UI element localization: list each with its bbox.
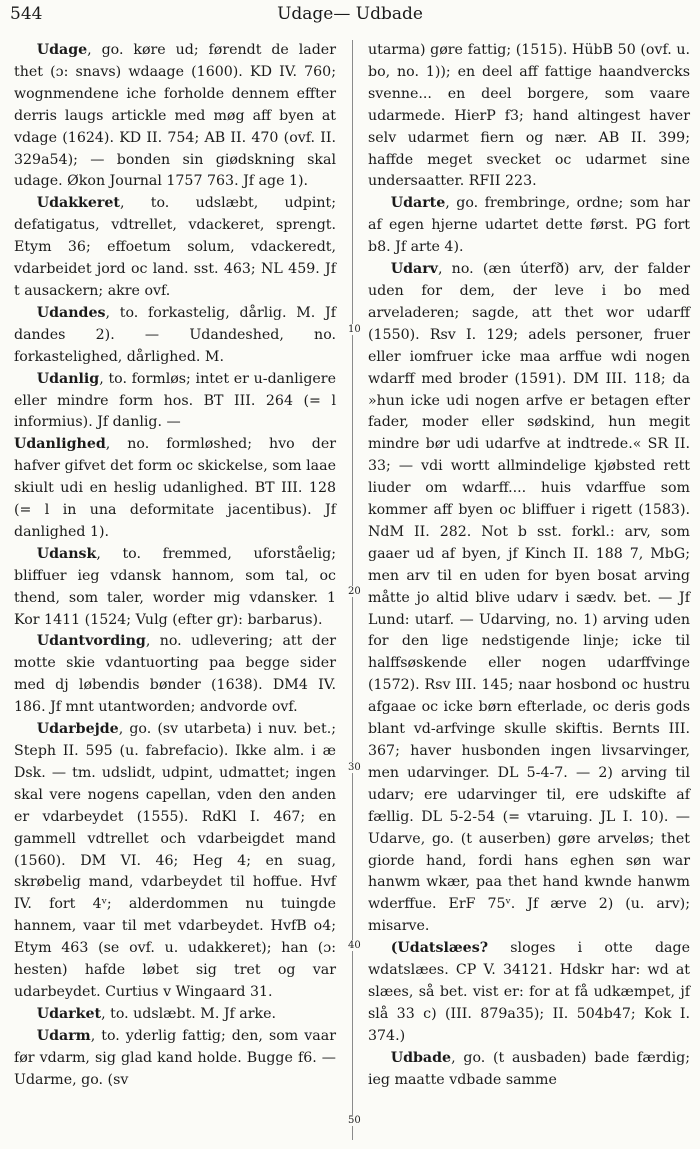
dictionary-entry [14,544,336,632]
dictionary-entry [368,40,690,193]
page-number: 544 [10,4,43,24]
dictionary-entry [14,434,336,544]
line-number: 50 [348,1115,361,1126]
page-header [0,0,700,34]
entry-body: , no. udlevering; att der motte skie vdantuorting paa begge sider med dj løbendis bønder (1638). DM4 IV. 186. Jf mnt utantworden; andvorde ovf. [14,633,336,716]
headword: Udanlighed [14,436,106,453]
dictionary-entry [14,40,336,193]
headword: Udarv [390,261,438,278]
headword: Udage [36,42,88,58]
dictionary-entry [368,1048,690,1092]
line-number: 20 [348,586,361,597]
dictionary-entry [14,1004,336,1026]
headword: Udakkeret [36,195,120,212]
headword: Udarbejde [36,721,119,738]
entry-body: , go. (sv utarbeta) i nuv. bet.; Steph II. 595 (u. fabrefacio). Ikke alm. i æ Dsk. — tm. udslidt, udpint, udmattet; ingen skal vere nogens capellan, vden den anden er vdarbeydet (1555). RdKl I. 467; en gammell vdtrellet och vdarbeigdet mand (1560). DM VI. 46; Heg 4; en suag, skrøbelig mand, vdarbeydet til hoffue. Hvf IV. fort 4ᵛ; alderdommen nu tuingde hannem, vaar til met vdarbeydet. HvfB o4; Etym 463 (se ovf. u. udakkeret); han (ɔ: hesten) hafde løbet sig tret og var udarbeydet. Curtius v Wingaard 31. [14,721,336,1000]
dictionary-entry [14,193,336,303]
right-column [368,40,690,1092]
headword: Udarm [36,1027,91,1044]
entry-body: , go. køre ud; førendt de lader thet (ɔ: snavs) wdaage (1600). KD IV. 760; wognmendene iche forholde dennem effter derris laugs artickle med møg aff byen at vdage (1624). KD II. 754; AB II. 470 (ovf. II. 329a54); — bonden sin giødskning skal udage. Økon Journal 1757 763. Jf age 1). [14,42,336,190]
headword: Udarte [390,195,446,212]
entry-body: , no. formløshed; hvo der hafver gifvet det form oc skickelse, som laae skiult udi en heslig udanlighed. BT III. 128 (= l in una deformitate jacentibus). Jf danlighed 1). [14,436,336,540]
headword: Udandes [36,304,106,321]
entry-body: , to. udslæbt, udpint; defatigatus, vdtrellet, vdackeret, sprengt. Etym 36; effoetum solum, vdackeredt, vdarbeidet jord oc land. sst. 463; NL 459. Jf t ausackern; akre ovf. [14,195,336,299]
headword: (Udatslæes? [390,940,489,957]
running-head: Udage— Udbade [277,4,423,24]
entry-body: , no. (æn úterfð) arv, der falder uden for dem, der leve i bo med arveladeren; sagde, att thet wor udarff (1550). Rsv I. 129; adels personer, fruer eller iomfruer icke maa arffue wdi nogen wdarff med broder (1591). DM III. 118; da »hun icke udi nogen arfve er betagen efter fader, moder eller sødskind, hun megit mindre bør udi udarfve at indtrede.« SR II. 33; — vdi wortt allmindelige kjøbsted rett liuder om wdarff.... huis vdarffue som kommer aff byen oc bliffuer i rigett (1583). NdM II. 282. Not b sst. forkl.: arv, som gaaer ud af byen, jf Kinch II. 188 7, MbG; men arv til en uden for byen bosat arving måtte jo altid blive udarv i sædv. bet. — Jf Lund: utarf. — Udarving, no. 1) arving uden for den lige nedstigende linje; icke til halffsøskende eller nogen udarffvinge (1572). Rsv III. 145; naar hosbond oc hustru afgaae oc icke børn efterlade, oc deris gods blant vd-arfvinge skulle skiftis. Bernts III. 367; haver husbonden ingen livsarvinger, men udarvinger. DL 5-4-7. — 2) arving til udarv; ere udarvinger til, ere udskifte af fællig. DL 5-2-54 (= vtaruing. JL I. 10). — Udarve, go. (t auserben) gøre arveløs; thet giorde hand, fordi hans eghen søn war hanwm wkær, paa thet hand kwnde hanwm wderffue. ErF 75ᵛ. Jf ærve 2) (u. arv); misarve. [368,261,690,935]
entry-body: , go. (t ausbaden) bade færdig; ieg maatte vdbade samme [368,1049,690,1088]
headword: Udansk [36,545,97,562]
dictionary-entry [14,631,336,719]
dictionary-entry [368,938,690,1048]
entry-body: , to. formløs; intet er u-danligere eller mindre form hos. BT III. 264 (= l informius). Jf danlig. — [14,370,336,431]
entry-body: , to. yderlig fattig; den, som vaar før vdarm, sig glad kand holde. Bugge f6. — Udarme, go. (sv [14,1027,336,1088]
line-number: 10 [348,324,361,335]
entry-body: , to. forkastelig, dårlig. M. Jf dandes 2). — Udandeshed, no. forkastelighed, dårlighed. M. [14,304,336,365]
left-column [14,40,336,1092]
entry-body: utarma) gøre fattig; (1515). HübB 50 (ovf. u. bo, no. 1)); en deel aff fattige haandvercks svenne... en deel borgere, som vaare udarmede. HierP f3; hand altingest haver selv udarmet fiern og nær. AB II. 399; haffde meget svecket oc udarmet sine undersaatter. RFII 223. [368,42,690,190]
line-number: 30 [348,762,361,773]
entry-body: , go. frembringe, ordne; som har af egen hjerne udartet dette først. PG fort b8. Jf arte 4). [368,195,690,256]
entry-body: , to. fremmed, uforståelig; bliffuer ieg vdansk hannom, som tal, oc thend, som taler, worder mig vdansker. 1 Kor 1411 (1524; Vulg (efter gr): barbarus). [14,545,336,628]
entry-body: , to. udslæbt. M. Jf arke. [101,1005,277,1022]
headword: Udanlig [36,370,100,387]
headword: Udbade [390,1049,452,1066]
line-number: 40 [348,940,361,951]
dictionary-entry [368,259,690,938]
entry-body: sloges i otte dage wdatslæes. CP V. 34121. Hdskr har: wd at slæes, så bet. vist er: for at få udkæmpet, jf slå 33 c) (III. 879a35); II. 504b47; Kok I. 374.) [368,940,690,1044]
dictionary-entry [14,719,336,1004]
dictionary-entry [14,303,336,369]
dictionary-entry [14,369,336,435]
dictionary-entry [368,193,690,259]
dictionary-entry [14,1026,336,1092]
headword: Udantvording [36,633,146,650]
headword: Udarket [36,1005,102,1022]
